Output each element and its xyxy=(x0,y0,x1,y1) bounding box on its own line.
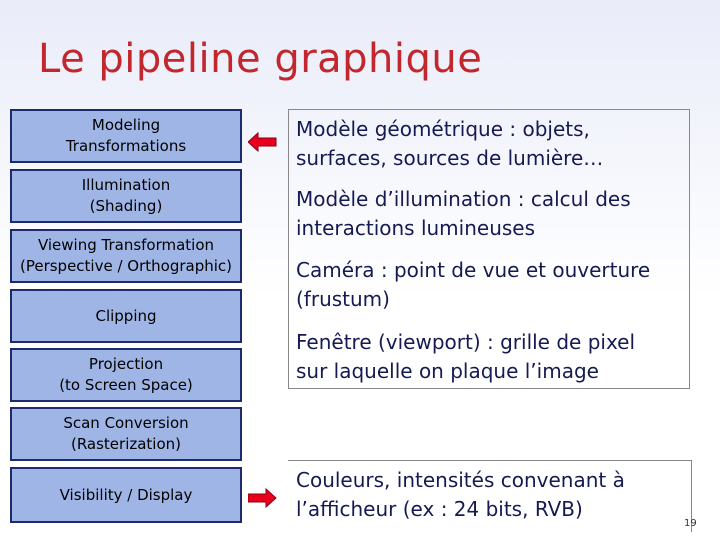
description-display-colors: Couleurs, intensités convenant à l’afficheur (ex : 24 bits, RVB) xyxy=(296,468,625,521)
stage-label: Illumination (Shading) xyxy=(81,176,171,215)
stage-scan-conversion xyxy=(10,407,242,461)
slide-title: Le pipeline graphique xyxy=(38,36,483,82)
stage-label: Projection (to Screen Space) xyxy=(59,355,193,394)
stage-modeling-transformations xyxy=(10,109,242,163)
stage-label: Viewing Transformation (Perspective / Orthographic) xyxy=(19,236,233,275)
stage-label: Scan Conversion (Rasterization) xyxy=(63,414,189,453)
stage-visibility-display xyxy=(10,467,242,523)
stage-label: Modeling Transformations xyxy=(65,116,187,155)
stage-viewing-transformation xyxy=(10,229,242,283)
arrow-left-icon xyxy=(248,131,278,153)
page-number: 19 xyxy=(684,518,697,529)
description-camera: Caméra : point de vue et ouverture (frustum) xyxy=(296,258,651,311)
stage-illumination xyxy=(10,169,242,223)
stage-label: Clipping xyxy=(95,306,157,325)
description-viewport: Fenêtre (viewport) : grille de pixel sur laquelle on plaque l’image xyxy=(296,330,636,383)
description-illumination-model: Modèle d’illumination : calcul des interactions lumineuses xyxy=(296,187,631,240)
arrow-right-icon xyxy=(248,487,278,509)
stage-label: Visibility / Display xyxy=(59,485,193,504)
stage-projection xyxy=(10,348,242,402)
stage-clipping xyxy=(10,289,242,343)
description-geometric-model: Modèle géométrique : objets, surfaces, sources de lumière… xyxy=(296,117,604,170)
